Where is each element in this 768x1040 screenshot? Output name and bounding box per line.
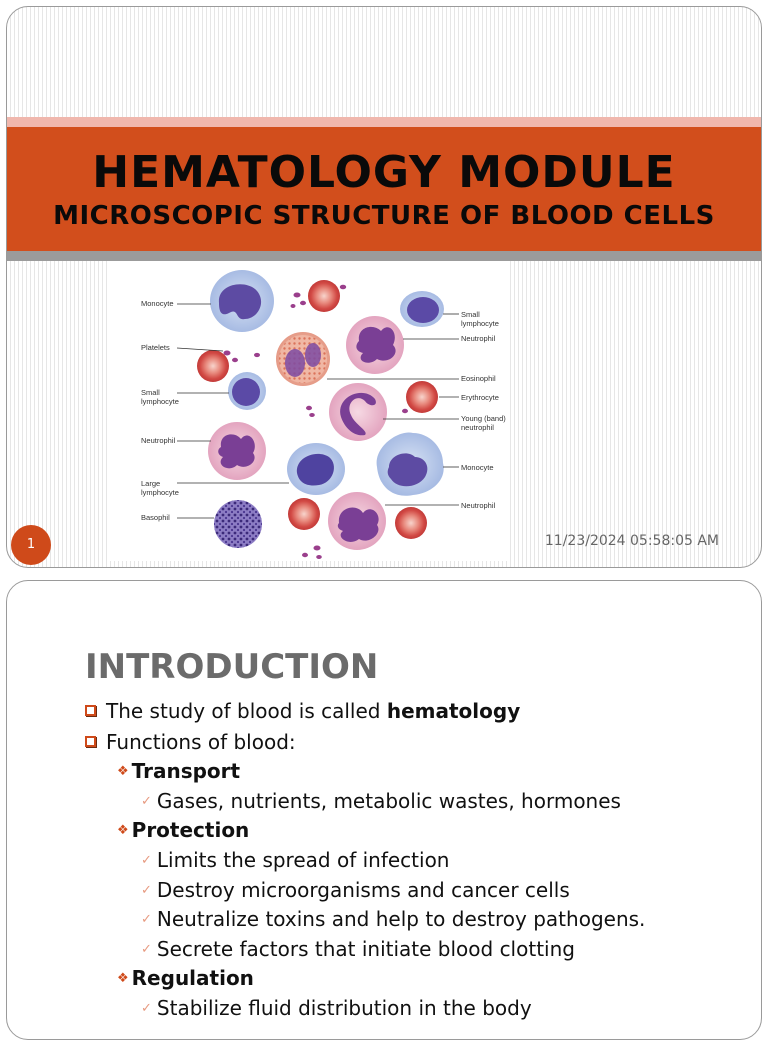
checkmark-bullet-icon: ✓ [141, 1001, 152, 1016]
label-small-left-1: Small [141, 388, 160, 397]
subbullet-heading: Regulation [131, 966, 254, 990]
hollow-square-bullet-icon [85, 736, 96, 747]
band-neutrophil-cell [329, 383, 387, 441]
bullet-text: Functions of blood: [106, 730, 296, 754]
diamond-cluster-bullet-icon: ❖ [117, 764, 129, 779]
label-neutrophil-left: Neutrophil [141, 436, 176, 445]
title-band-bottom-stripe [7, 251, 761, 261]
item-text: Limits the spread of infection [156, 848, 450, 872]
item-text: Stabilize fluid distribution in the body [156, 996, 532, 1020]
blood-cells-illustration [107, 261, 509, 561]
diamond-cluster-bullet-icon: ❖ [117, 971, 129, 986]
label-young-band-2: neutrophil [461, 423, 494, 432]
eosinophil-cell [276, 332, 330, 386]
slide-number-badge: 1 [11, 525, 51, 565]
label-erythrocyte: Erythrocyte [461, 393, 499, 402]
subbullet-transport [117, 759, 240, 783]
leader-lines-left [177, 304, 289, 518]
basophil-cell [214, 500, 262, 548]
item-protection-4 [141, 937, 575, 961]
item-protection-1 [141, 848, 449, 872]
small-lymphocyte-cell-2 [228, 372, 266, 410]
label-large-lymph-1: Large [141, 479, 161, 488]
monocyte-cell-1 [210, 270, 274, 332]
checkmark-bullet-icon: ✓ [141, 883, 152, 898]
neutrophil-cell-1 [346, 316, 404, 374]
label-eosinophil: Eosinophil [461, 374, 496, 383]
label-small-left-2: lymphocyte [141, 397, 179, 406]
hollow-square-bullet-icon [85, 705, 96, 716]
item-protection-2 [141, 878, 570, 902]
item-text: Secrete factors that initiate blood clotting [156, 937, 575, 961]
bullet-hematology [85, 699, 520, 723]
title-slide [6, 6, 762, 568]
label-large-lymph-2: lymphocyte [141, 488, 179, 497]
diamond-cluster-bullet-icon: ❖ [117, 823, 129, 838]
subbullet-heading: Protection [131, 818, 250, 842]
label-neutrophil-right-2: Neutrophil [461, 501, 496, 510]
monocyte-cell-2 [377, 432, 444, 495]
small-lymphocyte-cell-1 [400, 291, 444, 327]
large-lymphocyte-cell [287, 443, 345, 495]
checkmark-bullet-icon: ✓ [141, 912, 152, 927]
introduction-slide [6, 580, 762, 1040]
slide-datetime: 11/23/2024 05:58:05 AM [544, 533, 719, 549]
label-small-right-1: Small [461, 310, 480, 319]
slide-title: HEMATOLOGY MODULE [92, 147, 676, 198]
label-neutrophil-right-1: Neutrophil [461, 334, 496, 343]
subbullet-heading: Transport [131, 759, 241, 783]
item-transport-1 [141, 789, 621, 813]
label-young-band-1: Young (band) [461, 414, 506, 423]
subbullet-regulation [117, 966, 254, 990]
item-protection-3 [141, 907, 645, 931]
bullet-bold-term: hematology [386, 699, 521, 723]
checkmark-bullet-icon: ✓ [141, 942, 152, 957]
slide-subtitle: MICROSCOPIC STRUCTURE OF BLOOD CELLS [53, 201, 715, 231]
item-text: Gases, nutrients, metabolic wastes, hormones [156, 789, 621, 813]
neutrophil-cell-3 [328, 492, 386, 550]
blood-cells-figure [107, 261, 509, 561]
bullet-functions [85, 730, 296, 754]
label-small-right-2: lymphocyte [461, 319, 499, 328]
title-band [7, 127, 761, 251]
item-text: Destroy microorganisms and cancer cells [156, 878, 570, 902]
item-regulation-1 [141, 996, 532, 1020]
label-monocyte-left: Monocyte [141, 299, 174, 308]
subbullet-protection [117, 818, 249, 842]
title-band-top-stripe [7, 117, 761, 127]
label-platelets: Platelets [141, 343, 170, 352]
label-basophil: Basophil [141, 513, 170, 522]
item-text: Neutralize toxins and help to destroy pathogens. [156, 907, 646, 931]
bullet-text: The study of blood is called [106, 699, 387, 723]
checkmark-bullet-icon: ✓ [141, 853, 152, 868]
neutrophil-cell-2 [208, 422, 266, 480]
checkmark-bullet-icon: ✓ [141, 794, 152, 809]
introduction-title: INTRODUCTION [85, 647, 379, 687]
label-monocyte-right: Monocyte [461, 463, 494, 472]
